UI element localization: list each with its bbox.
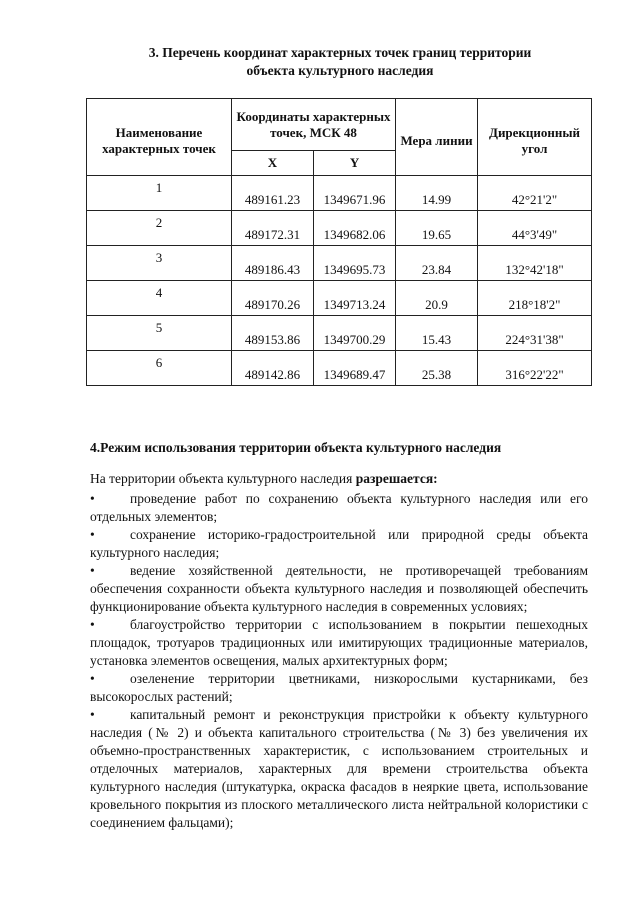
list-item: [90, 616, 588, 670]
table-row: [87, 176, 592, 211]
header-y: Y: [314, 151, 396, 176]
list-item: [90, 526, 588, 562]
header-measure: Мера линии: [396, 99, 478, 176]
x-coordinate-cell: 489172.31: [232, 211, 314, 246]
x-coordinate-cell: 489161.23: [232, 176, 314, 211]
direction-angle-cell: 44°3'49": [478, 211, 592, 246]
table-row: [87, 246, 592, 281]
list-item-text: проведение работ по сохранению объекта культурного наследия или его отдельных элементов;: [90, 491, 588, 524]
list-item-text: благоустройство территории с использованием в покрытии пешеходных площадок, тротуаров традиционных или имитирующих традиционные материалов, установка элементов освещения, малых архитектурных форм;: [90, 617, 588, 668]
direction-angle-cell: 316°22'22": [478, 351, 592, 386]
header-angle: Дирекционный угол: [478, 99, 592, 176]
y-coordinate-cell: 1349689.47: [314, 351, 396, 386]
line-measure-cell: 14.99: [396, 176, 478, 211]
point-number-cell: 1: [87, 176, 232, 211]
y-coordinate-cell: 1349700.29: [314, 316, 396, 351]
x-coordinate-cell: 489142.86: [232, 351, 314, 386]
line-measure-cell: 25.38: [396, 351, 478, 386]
list-item: [90, 490, 588, 526]
point-number-cell: 2: [87, 211, 232, 246]
list-item: [90, 706, 588, 832]
direction-angle-cell: 218°18'2": [478, 281, 592, 316]
point-number-cell: 3: [87, 246, 232, 281]
x-coordinate-cell: 489186.43: [232, 246, 314, 281]
line-measure-cell: 23.84: [396, 246, 478, 281]
line-measure-cell: 20.9: [396, 281, 478, 316]
list-item-text: сохранение историко-градостроительной или природной среды объекта культурного наследия;: [90, 527, 588, 560]
y-coordinate-cell: 1349713.24: [314, 281, 396, 316]
coordinates-table: [86, 98, 592, 386]
y-coordinate-cell: 1349682.06: [314, 211, 396, 246]
x-coordinate-cell: 489153.86: [232, 316, 314, 351]
list-item-text: капитальный ремонт и реконструкция пристройки к объекту культурного наследия (№ 2) и объекта капитального строительства (№ 3) без увеличения их объемно-пространственных характеристик, с использованием строительных и отделочных материалов, характерных для времени строительства объекта культурного наследия (штукатурка, окраска фасадов в неяркие цвета, использование кровельного покрытия из плоского металлического листа нейтральной колористики с соединением фальцами);: [90, 707, 588, 830]
table-row: [87, 316, 592, 351]
section-3-title-line2: объекта культурного наследия: [246, 63, 434, 78]
point-number-cell: 5: [87, 316, 232, 351]
y-coordinate-cell: 1349671.96: [314, 176, 396, 211]
bullet-icon: •: [90, 671, 95, 686]
direction-angle-cell: 224°31'38": [478, 316, 592, 351]
intro-text: На территории объекта культурного наследия: [90, 471, 356, 486]
list-item: [90, 670, 588, 706]
intro-bold: разрешается:: [355, 471, 438, 486]
table-body: [87, 176, 592, 386]
x-coordinate-cell: 489170.26: [232, 281, 314, 316]
direction-angle-cell: 42°21'2": [478, 176, 592, 211]
section-3-title-line1: 3. Перечень координат характерных точек границ территории: [148, 45, 532, 60]
table-header-row-1: [87, 99, 592, 151]
table-row: [87, 281, 592, 316]
bullet-icon: •: [90, 491, 95, 506]
list-item: [90, 562, 588, 616]
table-row: [87, 351, 592, 386]
header-x: X: [232, 151, 314, 176]
permitted-list: [90, 490, 588, 832]
point-number-cell: 4: [87, 281, 232, 316]
bullet-icon: •: [90, 527, 95, 542]
line-measure-cell: 15.43: [396, 316, 478, 351]
header-point-name: Наименование характерных точек: [87, 99, 232, 176]
bullet-icon: •: [90, 617, 95, 632]
bullet-icon: •: [90, 707, 95, 722]
section-4-intro: [90, 471, 590, 487]
point-number-cell: 6: [87, 351, 232, 386]
table-row: [87, 211, 592, 246]
list-item-text: озеленение территории цветниками, низкорослыми кустарниками, без высокорослых растений;: [90, 671, 588, 704]
section-3-title: [90, 44, 590, 80]
direction-angle-cell: 132°42'18": [478, 246, 592, 281]
header-coords: Координаты характерных точек, МСК 48: [232, 99, 396, 151]
y-coordinate-cell: 1349695.73: [314, 246, 396, 281]
list-item-text: ведение хозяйственной деятельности, не противоречащей требованиям обеспечения сохранности объекта культурного наследия и позволяющей обеспечить функционирование объекта культурного наследия в современных условиях;: [90, 563, 588, 614]
line-measure-cell: 19.65: [396, 211, 478, 246]
section-4-title: 4.Режим использования территории объекта культурного наследия: [90, 440, 502, 455]
bullet-icon: •: [90, 563, 95, 578]
